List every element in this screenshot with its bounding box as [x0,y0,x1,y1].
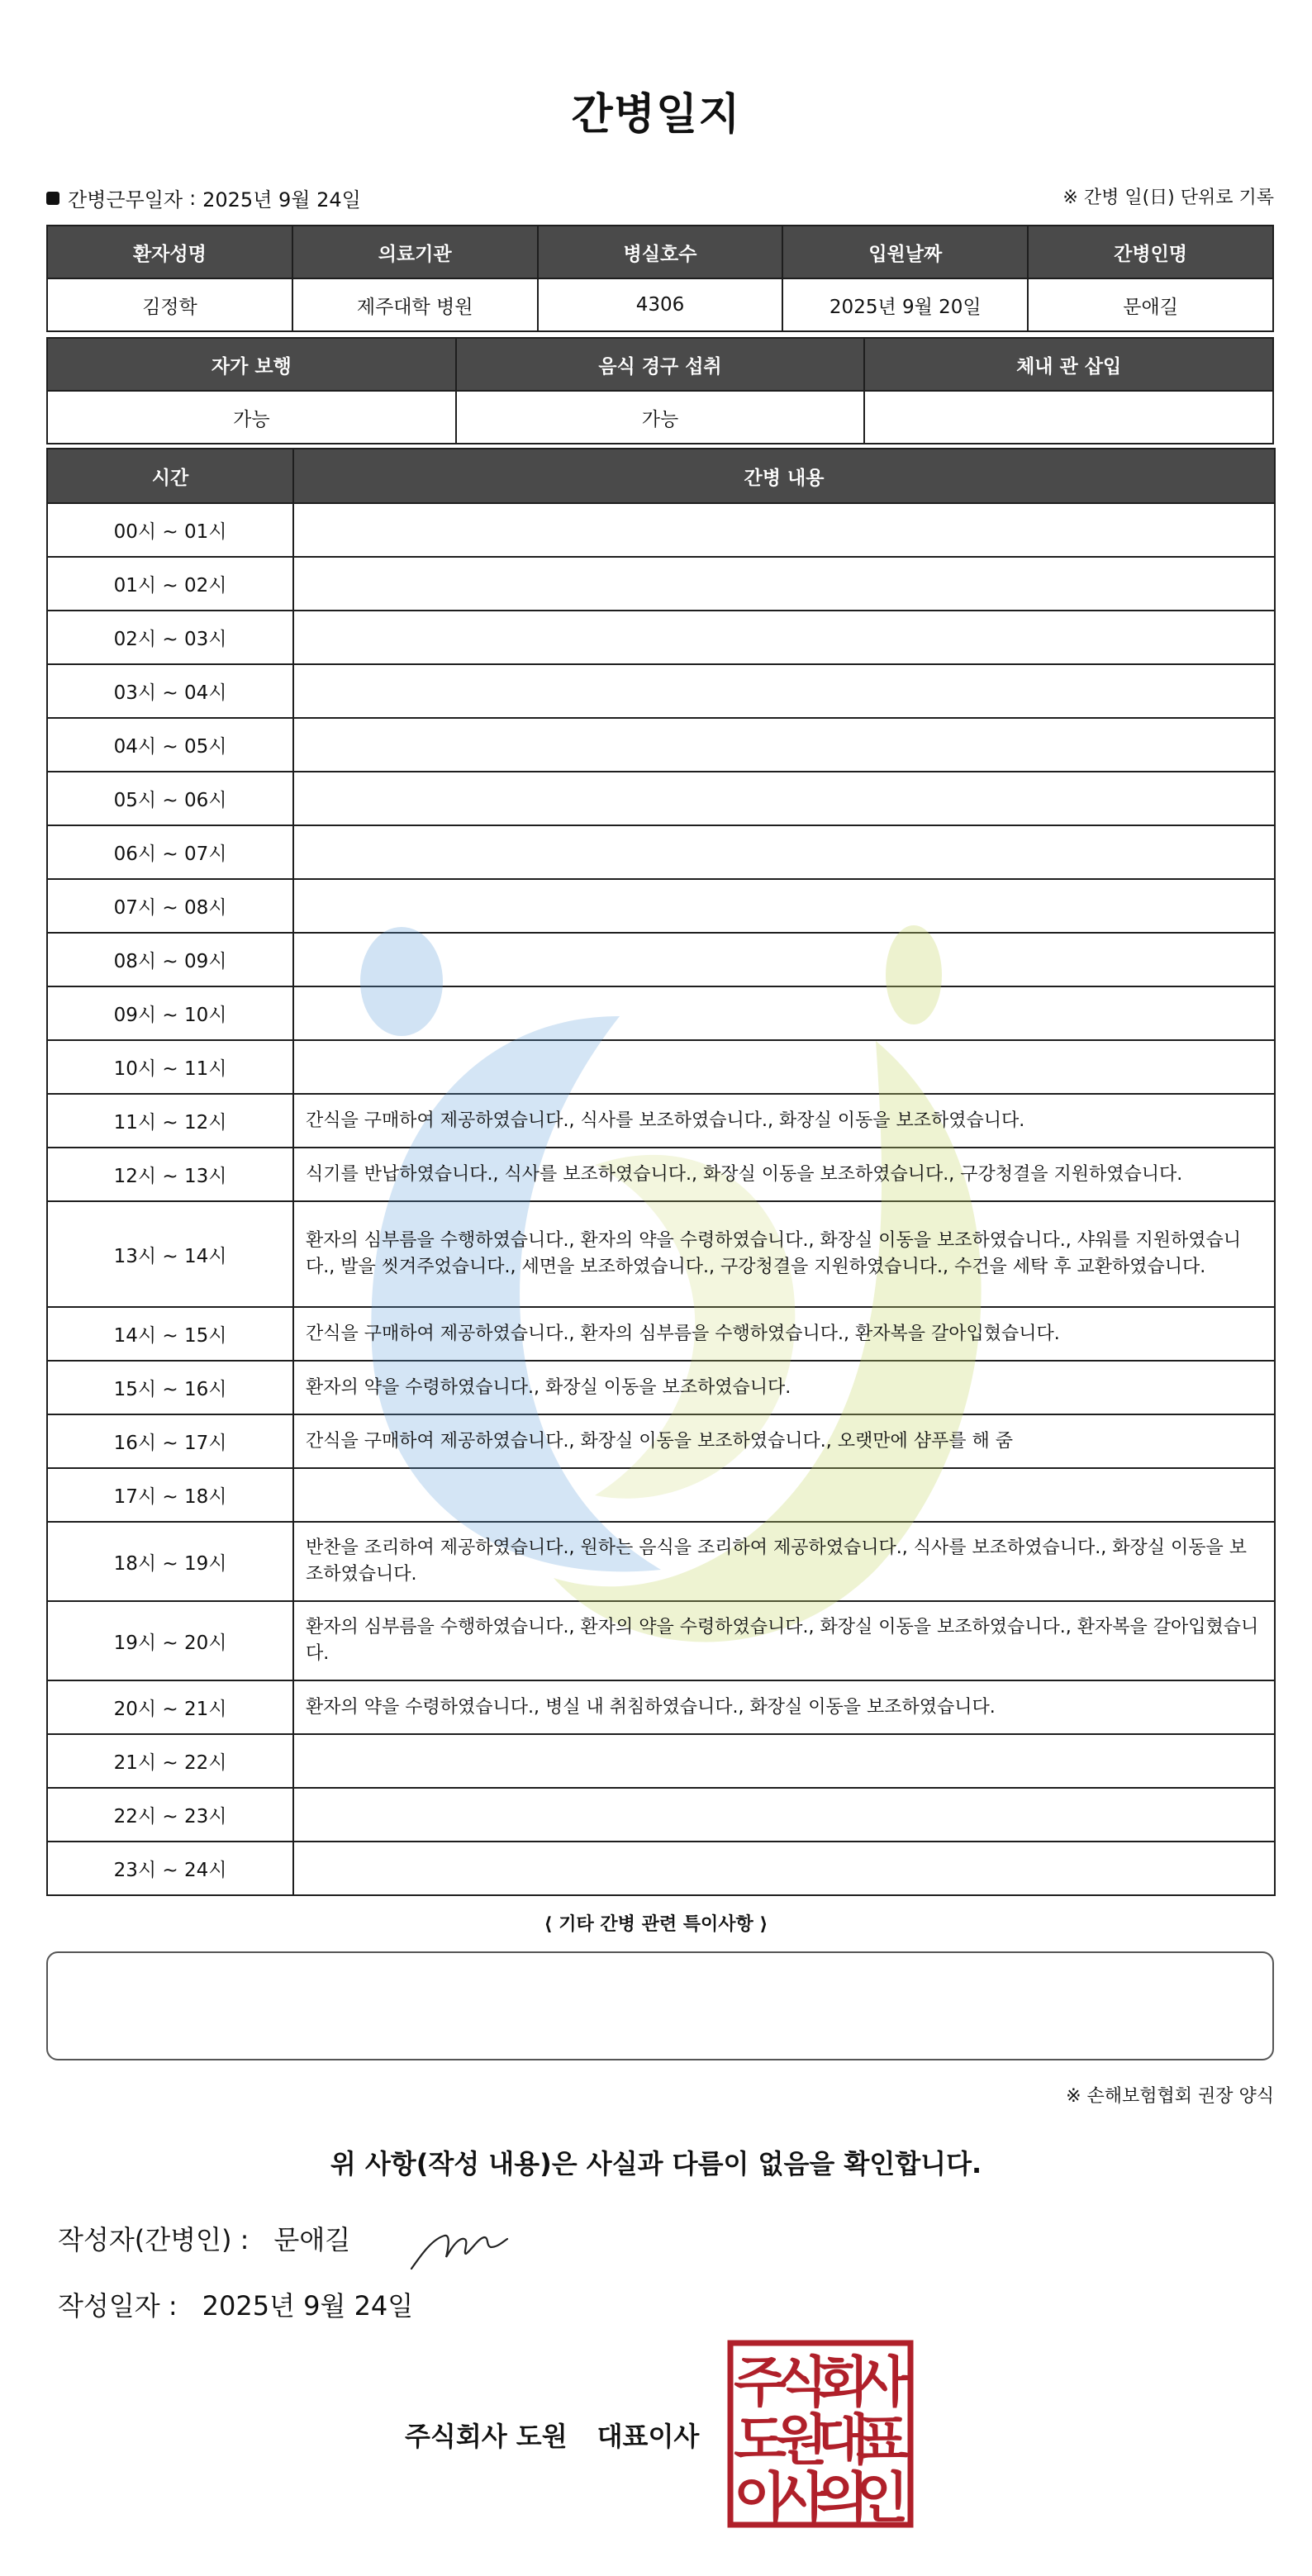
svg-text:회: 회 [816,2350,869,2414]
row-time: 04시 ~ 05시 [47,718,293,772]
table-row [47,986,1275,1040]
patient-name: 김정학 [47,278,292,331]
row-time: 00시 ~ 01시 [47,503,293,557]
table-row [47,772,1275,825]
table-row [47,1201,1275,1307]
svg-text:원: 원 [775,2408,828,2472]
author-name: 문애길 [273,2224,351,2255]
patient-status-table [46,337,1274,444]
table-row [47,1842,1275,1895]
svg-text:식: 식 [775,2350,828,2414]
row-time: 03시 ~ 04시 [47,664,293,718]
room-number: 4306 [538,278,783,331]
row-content [293,664,1275,718]
row-content [293,772,1275,825]
header-oral-intake: 음식 경구 섭취 [456,338,865,391]
row-content: 환자의 심부름을 수행하였습니다., 환자의 약을 수령하였습니다., 화장실 이동을 보조하였습니다., 샤워를 지원하였습니다., 발을 씻겨주었습니다., 세면을 보조하였습니다., 구강청결을 지원하였습니다., 수건을 세탁 후 교환하였습니다. [293,1201,1275,1307]
row-time: 18시 ~ 19시 [47,1522,293,1601]
caregiver-name: 문애길 [1028,278,1273,331]
table-row [47,1788,1275,1842]
care-log-header-row [47,449,1275,503]
header-hospital: 의료기관 [292,226,538,278]
meta-row [46,183,1274,213]
row-content [293,718,1275,772]
patient-info-header-row [47,226,1273,278]
row-content: 환자의 약을 수령하였습니다., 화장실 이동을 보조하였습니다. [293,1361,1275,1414]
work-date-separator: : [189,186,197,210]
daily-record-note: ※ 간병 일(日) 단위로 기록 [1062,188,1274,208]
row-content [293,933,1275,986]
svg-text:사: 사 [775,2466,828,2528]
representative-title: 대표이사 [597,2421,700,2452]
patient-info-table [46,225,1274,332]
row-content: 간식을 구매하여 제공하였습니다., 화장실 이동을 보조하였습니다., 오랫만에 샴푸를 해 줌 [293,1414,1275,1468]
row-content [293,503,1275,557]
row-content: 반찬을 조리하여 제공하였습니다., 원하는 음식을 조리하여 제공하였습니다., 식사를 보조하였습니다., 화장실 이동을 보조하였습니다. [293,1522,1275,1601]
row-time: 01시 ~ 02시 [47,557,293,611]
admission-date: 2025년 9월 20일 [782,278,1028,331]
row-time: 10시 ~ 11시 [47,1040,293,1094]
row-time: 23시 ~ 24시 [47,1842,293,1895]
header-patient-name: 환자성명 [47,226,292,278]
company-signature-line [405,2416,699,2454]
row-time: 20시 ~ 21시 [47,1680,293,1734]
table-row [47,825,1275,879]
care-log-table [46,448,1276,1896]
row-time: 09시 ~ 10시 [47,986,293,1040]
written-date-value: 2025년 9월 24일 [202,2290,414,2322]
header-room-number: 병실호수 [538,226,783,278]
row-time: 05시 ~ 06시 [47,772,293,825]
written-date-row [58,2285,413,2323]
hospital-name: 제주대학 병원 [292,278,538,331]
table-row [47,1094,1275,1148]
svg-text:이: 이 [734,2466,787,2528]
row-time: 11시 ~ 12시 [47,1094,293,1148]
row-content: 식기를 반납하였습니다., 식사를 보조하였습니다., 화장실 이동을 보조하였습니다., 구강청결을 지원하였습니다. [293,1148,1275,1201]
svg-text:의: 의 [816,2466,869,2528]
row-content: 환자의 약을 수령하였습니다., 병실 내 취침하였습니다., 화장실 이동을 보조하였습니다. [293,1680,1275,1734]
header-self-walking: 자가 보행 [47,338,456,391]
row-content [293,1788,1275,1842]
table-row [47,611,1275,664]
table-row [47,879,1275,933]
row-time: 13시 ~ 14시 [47,1201,293,1307]
confirmation-statement: 위 사항(작성 내용)은 사실과 다름이 없음을 확인합니다. [330,2148,982,2179]
table-row [47,1040,1275,1094]
company-seal-stamp [727,2340,914,2528]
table-row [47,718,1275,772]
svg-text:표: 표 [856,2408,909,2472]
table-row [47,933,1275,986]
row-content [293,1842,1275,1895]
page-title: 간병일지 [571,90,741,140]
row-content [293,1468,1275,1522]
row-time: 21시 ~ 22시 [47,1734,293,1788]
row-content [293,879,1275,933]
company-name: 주식회사 도원 [405,2421,568,2452]
author-row [58,2219,350,2257]
header-care-content: 간병 내용 [293,449,1275,503]
work-date [46,183,361,212]
row-content: 간식을 구매하여 제공하였습니다., 환자의 심부름을 수행하였습니다., 환자복을 갈아입혔습니다. [293,1307,1275,1361]
table-row [47,1307,1275,1361]
svg-text:사: 사 [856,2350,909,2414]
row-content [293,1040,1275,1094]
self-walking-value: 가능 [47,391,456,444]
row-content: 간식을 구매하여 제공하였습니다., 식사를 보조하였습니다., 화장실 이동을 보조하였습니다. [293,1094,1275,1148]
work-date-label: 간병근무일자 [68,188,183,211]
row-time: 22시 ~ 23시 [47,1788,293,1842]
row-content [293,611,1275,664]
table-row [47,557,1275,611]
table-row [47,1414,1275,1468]
work-date-value: 2025년 9월 24일 [202,188,361,211]
table-row [47,1601,1275,1680]
table-row [47,1361,1275,1414]
row-time: 08시 ~ 09시 [47,933,293,986]
patient-status-value-row [47,391,1273,444]
author-label: 작성자(간병인) : [58,2224,250,2255]
svg-text:주: 주 [734,2350,787,2414]
row-content [293,825,1275,879]
row-time: 07시 ~ 08시 [47,879,293,933]
table-row [47,1522,1275,1601]
row-time: 12시 ~ 13시 [47,1148,293,1201]
table-row [47,1148,1275,1201]
written-date-label: 작성일자 : [58,2290,178,2322]
header-tube-insertion: 체내 관 삽입 [864,338,1273,391]
special-notes-box [46,1951,1274,2060]
bullet-square-icon [46,192,59,205]
svg-text:인: 인 [856,2466,909,2528]
table-row [47,1680,1275,1734]
row-content [293,557,1275,611]
row-time: 19시 ~ 20시 [47,1601,293,1680]
header-time: 시간 [47,449,293,503]
oral-intake-value: 가능 [456,391,865,444]
row-time: 06시 ~ 07시 [47,825,293,879]
row-content [293,1734,1275,1788]
signature-icon [405,2221,521,2279]
header-admission-date: 입원날짜 [782,226,1028,278]
header-caregiver-name: 간병인명 [1028,226,1273,278]
patient-info-value-row [47,278,1273,331]
row-time: 17시 ~ 18시 [47,1468,293,1522]
row-content [293,986,1275,1040]
row-time: 02시 ~ 03시 [47,611,293,664]
special-notes-title: ⟨ 기타 간병 관련 특이사항 ⟩ [544,1914,768,1935]
svg-text:도: 도 [734,2408,787,2472]
table-row [47,664,1275,718]
table-row [47,1734,1275,1788]
row-time: 15시 ~ 16시 [47,1361,293,1414]
table-row [47,1468,1275,1522]
svg-text:대: 대 [816,2408,869,2472]
row-time: 16시 ~ 17시 [47,1414,293,1468]
table-row [47,503,1275,557]
tube-insertion-value [864,391,1273,444]
row-content: 환자의 심부름을 수행하였습니다., 환자의 약을 수령하였습니다., 화장실 이동을 보조하였습니다., 환자복을 갈아입혔습니다. [293,1601,1275,1680]
recommended-form-note: ※ 손해보험협회 권장 양식 [1066,2086,1274,2107]
patient-status-header-row [47,338,1273,391]
row-time: 14시 ~ 15시 [47,1307,293,1361]
